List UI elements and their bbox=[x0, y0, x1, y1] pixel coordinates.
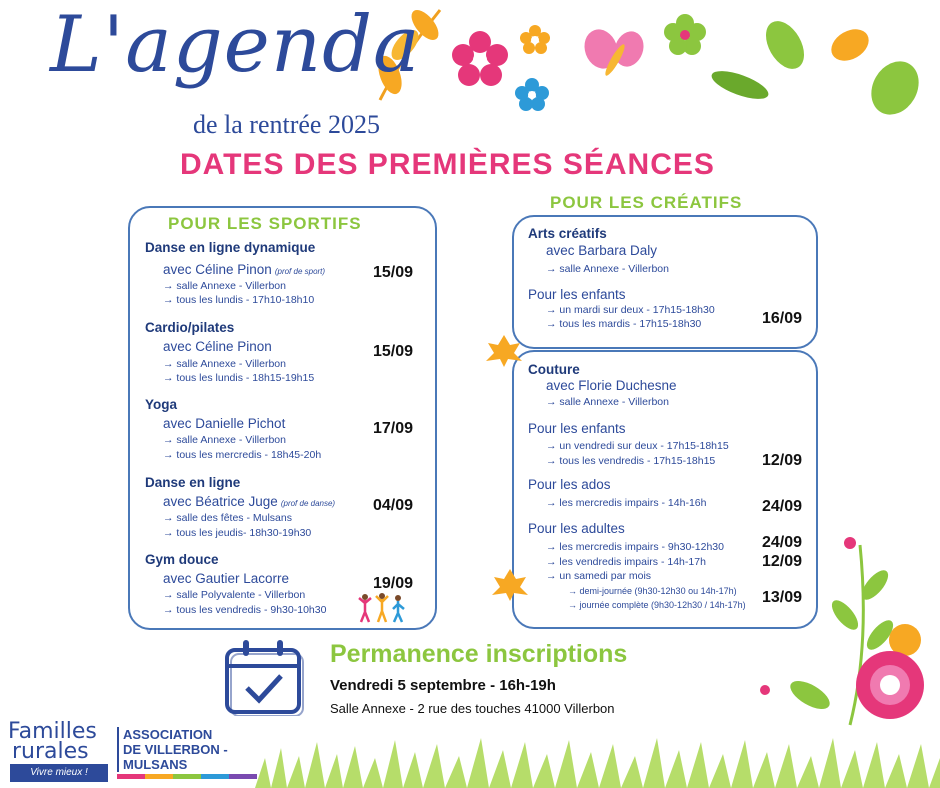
butterfly-icon bbox=[579, 25, 648, 78]
arts-title: Arts créatifs bbox=[528, 226, 607, 241]
activity-title: Danse en ligne bbox=[145, 475, 241, 490]
logo-tagline: Vivre mieux ! bbox=[10, 764, 108, 782]
orange-leaf-icon bbox=[484, 333, 524, 369]
page-title: L'agenda bbox=[50, 0, 421, 90]
couture-subdetail: → demi-journée (9h30-12h30 ou 14h-17h) bbox=[568, 586, 737, 596]
activity-teacher: avec Gautier Lacorre bbox=[163, 571, 290, 586]
activity-title: Danse en ligne dynamique bbox=[145, 240, 316, 255]
activity-detail: → salle des fêtes - Mulsans bbox=[163, 512, 292, 524]
activity-date: 19/09 bbox=[373, 575, 414, 592]
permanence-date: Vendredi 5 septembre - 16h-19h bbox=[330, 677, 556, 694]
activity-teacher-row bbox=[163, 262, 325, 277]
couture-adultes-date: 13/09 bbox=[762, 589, 803, 606]
activity-date: 17/09 bbox=[373, 420, 414, 437]
permanence-address: Salle Annexe - 2 rue des touches 41000 Villerbon bbox=[330, 701, 615, 716]
decorative-leaves-top bbox=[360, 0, 940, 130]
green-flower-icon bbox=[664, 14, 706, 55]
couture-title: Couture bbox=[528, 362, 580, 377]
activity-teacher: avec Céline Pinon bbox=[163, 339, 272, 354]
blue-flower-icon bbox=[515, 78, 549, 111]
couture-detail: → tous les vendredis - 17h15-18h15 bbox=[546, 455, 716, 467]
permanence-title: Permanence inscriptions bbox=[330, 640, 628, 668]
couture-ados-date: 24/09 bbox=[762, 498, 803, 515]
assoc-line2: DE VILLERBON - bbox=[123, 742, 228, 757]
activity-teacher-row bbox=[163, 494, 335, 509]
sportifs-heading: POUR LES SPORTIFS bbox=[168, 214, 362, 233]
couture-teacher: avec Florie Duchesne bbox=[546, 378, 677, 393]
activity-note: (prof de danse) bbox=[280, 499, 336, 508]
arts-teacher: avec Barbara Daly bbox=[546, 243, 658, 258]
activity-detail: → tous les lundis - 17h10-18h10 bbox=[163, 294, 315, 306]
activity-date: 04/09 bbox=[373, 497, 414, 514]
couture-detail: → les mercredis impairs - 14h-16h bbox=[546, 497, 707, 509]
creatifs-heading: POUR LES CRÉATIFS bbox=[550, 193, 743, 212]
dancers-illustration-icon bbox=[357, 592, 407, 624]
activity-detail: → salle Polyvalente - Villerbon bbox=[163, 589, 306, 601]
activity-detail: → salle Annexe - Villerbon bbox=[163, 434, 286, 446]
activity-teacher-row bbox=[163, 416, 285, 431]
activity-title: Cardio/pilates bbox=[145, 320, 235, 335]
arts-place: → salle Annexe - Villerbon bbox=[546, 263, 669, 275]
couture-detail: → les mercredis impairs - 9h30-12h30 bbox=[546, 541, 724, 553]
couture-enfants-date: 12/09 bbox=[762, 452, 803, 469]
green-leaf-icon bbox=[708, 14, 928, 123]
logo-line2: rurales bbox=[12, 739, 89, 764]
activity-teacher: avec Danielle Pichot bbox=[163, 416, 286, 431]
activity-teacher: avec Béatrice Juge bbox=[163, 494, 278, 509]
activity-detail: → tous les vendredis - 9h30-10h30 bbox=[163, 604, 327, 616]
main-heading: DATES DES PREMIÈRES SÉANCES bbox=[180, 148, 715, 181]
couture-adultes-date: 24/09 bbox=[762, 534, 803, 551]
activity-detail: → tous les lundis - 18h15-19h15 bbox=[163, 372, 315, 384]
couture-place: → salle Annexe - Villerbon bbox=[546, 396, 669, 408]
activity-detail: → salle Annexe - Villerbon bbox=[163, 358, 286, 370]
assoc-line1: ASSOCIATION bbox=[123, 727, 213, 742]
arts-subtitle: Pour les enfants bbox=[528, 287, 626, 302]
arts-detail: → tous les mardis - 17h15-18h30 bbox=[546, 318, 702, 330]
activity-date: 15/09 bbox=[373, 264, 414, 281]
yellow-flower-icon bbox=[520, 25, 550, 54]
activity-date: 15/09 bbox=[373, 343, 414, 360]
orange-leaf-icon bbox=[490, 567, 530, 603]
activity-detail: → tous les mercredis - 18h45-20h bbox=[163, 449, 322, 461]
couture-detail: → les vendredis impairs - 14h-17h bbox=[546, 556, 706, 568]
activity-teacher-row bbox=[163, 339, 272, 354]
familles-rurales-logo bbox=[8, 719, 97, 764]
couture-detail: → un vendredi sur deux - 17h15-18h15 bbox=[546, 440, 729, 452]
arts-date: 16/09 bbox=[762, 310, 803, 327]
activity-teacher: avec Céline Pinon bbox=[163, 262, 272, 277]
assoc-line3: MULSANS bbox=[123, 757, 188, 772]
orange-leaf-icon bbox=[826, 23, 875, 67]
association-name bbox=[117, 727, 228, 772]
calendar-check-icon bbox=[223, 638, 311, 716]
couture-subdetail: → journée complète (9h30-12h30 / 14h-17h) bbox=[568, 600, 746, 610]
activity-detail: → tous les jeudis- 18h30-19h30 bbox=[163, 527, 312, 539]
page-subtitle: de la rentrée 2025 bbox=[193, 110, 380, 139]
activity-detail: → salle Annexe - Villerbon bbox=[163, 280, 286, 292]
grass-decoration bbox=[255, 728, 940, 788]
couture-ados-title: Pour les ados bbox=[528, 477, 611, 492]
decorative-flowers-bottom bbox=[750, 525, 940, 735]
arts-detail: → un mardi sur deux - 17h15-18h30 bbox=[546, 304, 715, 316]
couture-adultes-date: 12/09 bbox=[762, 553, 803, 570]
couture-enfants-title: Pour les enfants bbox=[528, 421, 626, 436]
activity-note: (prof de sport) bbox=[274, 267, 326, 276]
couture-detail: → un samedi par mois bbox=[546, 570, 652, 582]
pink-flower-icon bbox=[452, 31, 508, 86]
color-stripe bbox=[117, 774, 257, 779]
logo-line1: Familles bbox=[8, 719, 97, 744]
activity-title: Gym douce bbox=[145, 552, 219, 567]
activity-title: Yoga bbox=[145, 397, 178, 412]
couture-adultes-title: Pour les adultes bbox=[528, 521, 625, 536]
activity-teacher-row bbox=[163, 571, 289, 586]
